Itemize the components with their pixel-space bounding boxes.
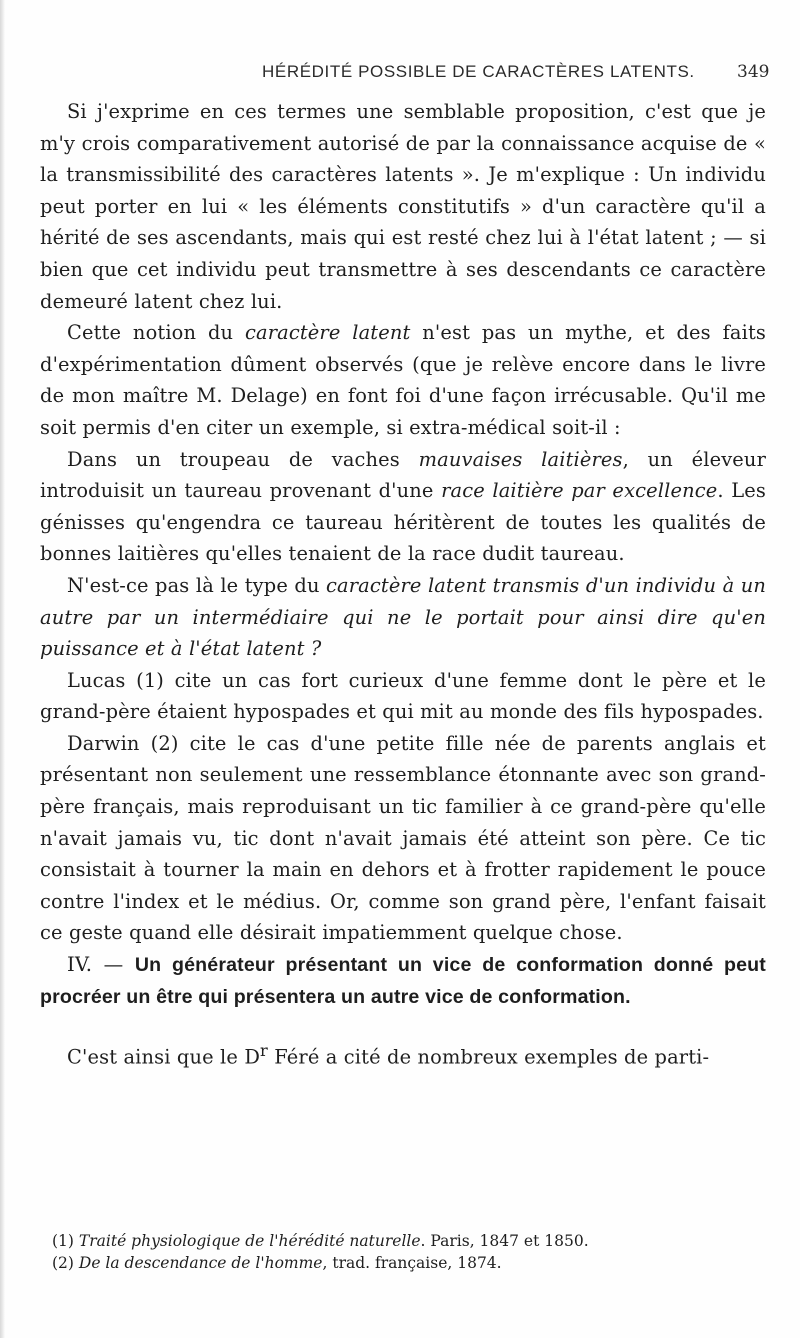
text-run: . Les génisses qu'engendra ce taureau héritèrent de toutes les qualités de bonnes laitières qu'elles tenaient de la race dudit taureau. bbox=[40, 479, 766, 566]
text-run: , un éleveur introduisit un taureau provenant d'une bbox=[40, 447, 766, 503]
section-heading bbox=[40, 949, 766, 1013]
emphasis: caractère latent transmis d'un individu à un autre par un intermédiaire qui ne le portait pour ainsi dire qu'en puissance et à l'état latent ? bbox=[40, 573, 766, 661]
footnote-text: , trad. française, 1874. bbox=[322, 1254, 502, 1272]
footnote-text: . Paris, 1847 et 1850. bbox=[420, 1232, 589, 1250]
footnotes bbox=[52, 1230, 766, 1274]
emphasis: caractère latent bbox=[244, 321, 411, 345]
paragraph-3 bbox=[40, 444, 766, 570]
paragraph-2 bbox=[40, 317, 766, 443]
running-title: HÉRÉDITÉ POSSIBLE DE CARACTÈRES LATENTS. bbox=[262, 62, 695, 81]
paragraph-7 bbox=[40, 1035, 766, 1073]
section-heading-text: Un générateur présentant un vice de conformation donné peut procréer un être qui présentera un autre vice de conformation. bbox=[40, 954, 766, 1009]
footnote-title: De la descendance de l'homme bbox=[78, 1254, 323, 1272]
paragraph-6: Darwin (2) cite le cas d'une petite fille née de parents anglais et présentant non seulement une ressemblance étonnante avec son grand-père français, mais reproduisant un tic familier à ce grand-père qu'elle n'avait jamais vu, tic dont n'avait jamais été atteint son père. Ce tic consistait à tourner la main en dehors et à frotter rapidement le pouce contre l'index et le médius. Or, comme son grand père, l'enfant faisait ce geste quand elle désirait impatiemment quelque chose. bbox=[40, 731, 766, 945]
page-header bbox=[0, 62, 800, 86]
emphasis: race laitière par excellence bbox=[441, 479, 718, 503]
body-text bbox=[40, 96, 766, 1073]
section-number: IV. — bbox=[67, 953, 135, 977]
text-run: Féré a cité de nombreux exemples de parti- bbox=[267, 1045, 710, 1069]
footnote-title: Traité physiologique de l'hérédité naturelle bbox=[78, 1232, 421, 1250]
footnote-mark: (2) bbox=[52, 1254, 79, 1272]
footnote-2 bbox=[52, 1252, 766, 1274]
page-number: 349 bbox=[737, 62, 770, 82]
text-run: Dans un troupeau de vaches bbox=[67, 447, 419, 471]
page-edge-shadow bbox=[0, 0, 5, 1338]
paragraph-5: Lucas (1) cite un cas fort curieux d'une femme dont le père et le grand-père étaient hypospades et qui mit au monde des fils hypospades. bbox=[40, 668, 766, 724]
text-run: N'est-ce pas là le type du bbox=[67, 573, 327, 597]
text-run: C'est ainsi que le D bbox=[67, 1045, 261, 1069]
superscript: r bbox=[260, 1041, 268, 1061]
spacer bbox=[40, 1013, 766, 1035]
footnote-mark: (1) bbox=[52, 1232, 79, 1250]
paragraph-1: Si j'exprime en ces termes une semblable proposition, c'est que je m'y crois comparativement autorisé de par la connaissance acquise de « la transmissibilité des caractères latents ». Je m'explique : Un individu peut porter en lui « les éléments constitutifs » d'un caractère qu'il a hérité de ses ascendants, mais qui est resté chez lui à l'état latent ; — si bien que cet individu peut transmettre à ses descendants ce caractère demeuré latent chez lui. bbox=[40, 100, 766, 313]
text-run: n'est pas un mythe, et des faits d'expérimentation dûment observés (que je relève encore dans le livre de mon maître M. Delage) en font foi d'une façon irrécusable. Qu'il me soit permis d'en citer un exemple, si extra-médical soit-il : bbox=[40, 321, 767, 439]
footnote-1 bbox=[52, 1230, 766, 1252]
text-run: Cette notion du bbox=[67, 321, 245, 345]
emphasis: mauvaises laitières bbox=[418, 447, 623, 471]
paragraph-4 bbox=[40, 570, 766, 665]
